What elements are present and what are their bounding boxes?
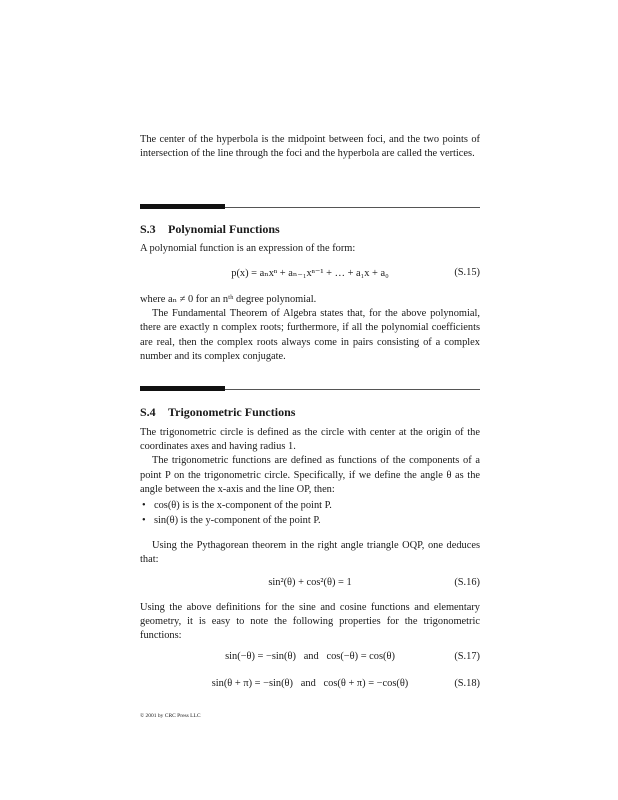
equation-s15: [140, 267, 480, 283]
s4-para1: The trigonometric circle is defined as the circle with center at the origin of the coordinates axes and having radius 1.: [140, 427, 480, 453]
intro-paragraph-block: [140, 133, 480, 161]
s4-body-block: [140, 426, 480, 497]
section-rule-s3: [140, 204, 480, 210]
equation-formula: sin²(θ) + cos²(θ) = 1: [268, 577, 352, 588]
s3-para1-block: [140, 242, 480, 256]
s3-para2: where aₙ ≠ 0 for an nᵗʰ degree polynomial.: [140, 294, 317, 305]
list-item: • sin(θ) is the y-component of the point P.: [140, 513, 480, 528]
equation-tag: (S.18): [454, 678, 480, 689]
equation-tag: (S.15): [454, 267, 480, 278]
s4-bullet-list-block: [140, 498, 480, 528]
s4-para4: Using the above definitions for the sine and cosine functions and elementary geometry, it is easy to note the following properties for the trigonometric functions:: [140, 602, 480, 642]
rule-thick-bar: [140, 386, 225, 391]
rule-thick-bar: [140, 204, 225, 209]
s4-para2: The trigonometric functions are defined as functions of the components of a point P on the trigonometric circle. Specifically, if we define the angle θ as the angle between the x-axis and the line OP, then:: [140, 455, 480, 495]
bullet-list: [140, 498, 480, 528]
s3-para3: The Fundamental Theorem of Algebra states that, for the above polynomial, there are exactly n complex roots; furthermore, if all the polynomial coefficients are real, then the complex roots always come in pairs consisting of a complex number and its complex conjugate.: [140, 308, 480, 362]
equation-s16: [140, 577, 480, 593]
section-title: [140, 222, 480, 237]
equation-s18: [140, 678, 480, 694]
equation-formula: sin(−θ) = −sin(θ) and cos(−θ) = cos(θ): [225, 651, 395, 662]
rule-thin-line: [225, 389, 480, 390]
intro-paragraph: The center of the hyperbola is the midpoint between foci, and the two points of intersection of the line through the foci and the hyperbola are called the vertices.: [140, 134, 480, 160]
s3-para1: A polynomial function is an expression of the form:: [140, 243, 356, 254]
section-s3-heading: [140, 222, 480, 237]
s4-para3-block: [140, 539, 480, 567]
equation-tag: (S.16): [454, 577, 480, 588]
equation-tag: (S.17): [454, 651, 480, 662]
section-title-text: Polynomial Functions: [168, 222, 280, 236]
equation-s17: [140, 651, 480, 667]
section-number: S.3: [140, 222, 156, 236]
s3-body-block: [140, 293, 480, 364]
list-item: • cos(θ) is is the x-component of the point P.: [140, 498, 480, 513]
section-title: [140, 405, 480, 420]
rule-thin-line: [225, 207, 480, 208]
s4-para4-block: [140, 601, 480, 644]
s4-para3: Using the Pythagorean theorem in the right angle triangle OQP, one deduces that:: [140, 540, 480, 566]
section-s4-heading: [140, 405, 480, 420]
section-rule-s4: [140, 386, 480, 392]
equation-formula: p(x) = aₙxⁿ + aₙ₋₁xⁿ⁻¹ + … + a₁x + a₀: [231, 268, 389, 279]
equation-formula: sin(θ + π) = −sin(θ) and cos(θ + π) = −cos(θ): [211, 678, 409, 689]
section-title-text: Trigonometric Functions: [168, 405, 296, 419]
section-number: S.4: [140, 405, 156, 419]
copyright-footer: © 2001 by CRC Press LLC: [140, 713, 201, 719]
